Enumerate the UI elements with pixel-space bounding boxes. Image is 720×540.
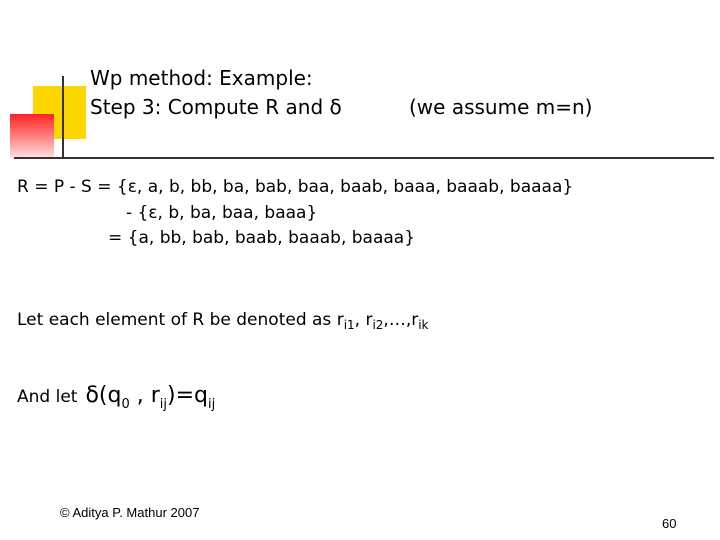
slide-title-line-1: Wp method: Example:	[90, 66, 313, 90]
let-sep-1: , r	[354, 310, 373, 330]
delta-sub-q0: 0	[121, 397, 130, 412]
let-statement	[17, 309, 429, 336]
r-definition-line-1: R = P - S = {ε, a, b, bb, ba, bab, baa, baab, baaa, baaab, baaaa}	[17, 177, 574, 197]
slide-title-note: (we assume m=n)	[409, 95, 593, 119]
let-sub-2: i2	[372, 318, 384, 332]
and-let-label: And let	[17, 387, 78, 407]
delta-sub-rij: ij	[159, 397, 168, 412]
page-number: 60	[662, 516, 677, 531]
let-sub-3: ik	[418, 318, 429, 332]
slide-title-line-2: Step 3: Compute R and δ	[90, 95, 342, 119]
horizontal-rule	[14, 157, 714, 159]
vertical-rule	[62, 76, 64, 158]
let-text: Let each element of R be denoted as r	[17, 310, 344, 330]
footer-copyright: © Aditya P. Mathur 2007	[60, 505, 200, 520]
delta-mid: , r	[129, 383, 160, 408]
delta-pre: δ(q	[85, 383, 122, 408]
and-let-statement	[17, 383, 215, 412]
let-sub-1: i1	[343, 318, 355, 332]
r-definition-line-2: - {ε, b, ba, baa, baaa}	[126, 203, 318, 223]
delta-sub-qij: ij	[208, 397, 216, 412]
delta-expression	[85, 383, 216, 412]
red-square-decoration	[10, 114, 54, 158]
r-definition-line-3: = {a, bb, bab, baab, baaab, baaaa}	[108, 228, 416, 248]
let-sep-2: ,…,r	[383, 310, 419, 330]
delta-post: )=q	[167, 383, 208, 408]
